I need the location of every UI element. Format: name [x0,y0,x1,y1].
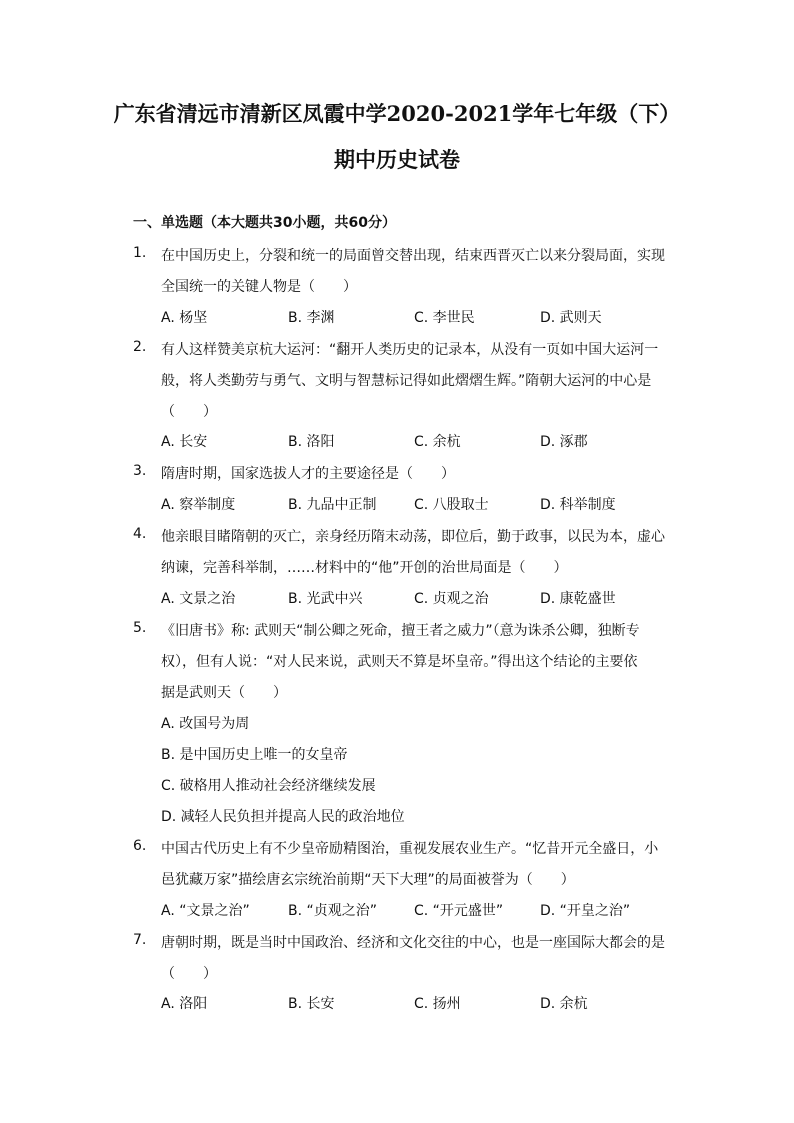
option-b: B. 是中国历史上唯一的女皇帝 [161,747,348,763]
option-d: D. 科举制度 [540,497,616,513]
question-number: 3. [133,463,147,479]
option-c: C. 余杭 [414,434,461,450]
option-a: A. 文景之治 [161,591,236,607]
question-text: （ ） [161,404,217,420]
option-d: D. “开皇之治” [540,903,631,919]
option-b: B. 光武中兴 [288,591,363,607]
question-text: 般，将人类勤劳与勇气、文明与智慧标记得如此熠熠生辉。”隋朝大运河的中心是 [161,373,652,389]
question-text: 纳谏，完善科举制，……材料中的“他”开创的治世局面是（ ） [161,560,568,576]
option-c: C. “开元盛世” [414,903,504,919]
option-c: C. 扬州 [414,996,461,1012]
question-number: 6. [133,838,147,854]
question-text: 在中国历史上，分裂和统一的局面曾交替出现，结束西晋灭亡以来分裂局面，实现 [161,248,665,264]
question-text: 权），但有人说：“对人民来说，武则天不算是坏皇帝。”得出这个结论的主要依 [161,654,638,670]
question-text: 唐朝时期，既是当时中国政治、经济和文化交往的中心，也是一座国际大都会的是 [161,935,665,951]
question-text: 全国统一的关键人物是（ ） [161,279,357,295]
option-c: C. 破格用人推动社会经济继续发展 [161,778,376,794]
question-number: 5. [133,620,147,636]
option-b: B. 长安 [288,996,335,1012]
option-a: A. 改国号为周 [161,716,250,732]
question-text: 中国古代历史上有不少皇帝励精图治，重视发展农业生产。“忆昔开元全盛日，小 [161,841,659,857]
question-number: 7. [133,932,147,948]
question-text: 据是武则天（ ） [161,685,287,701]
option-b: B. 洛阳 [288,434,335,450]
question-text: 《旧唐书》称: 武则天“制公卿之死命，擅王者之威力”（意为诛杀公卿，独断专 [161,623,640,639]
option-b: B. “贞观之治” [288,903,378,919]
option-a: A. 洛阳 [161,996,208,1012]
option-c: C. 八股取士 [414,497,489,513]
option-c: C. 贞观之治 [414,591,489,607]
option-b: B. 九品中正制 [288,497,377,513]
question-text: 有人这样赞美京杭大运河：“翻开人类历史的记录本，从没有一页如中国大运河一 [161,342,659,358]
question-number: 4. [133,526,147,542]
option-a: A. 长安 [161,434,208,450]
option-a: A. 杨坚 [161,310,208,326]
exam-title-line1: 广东省清远市清新区凤霞中学2020-2021学年七年级（下） [113,101,681,126]
option-d: D. 余杭 [540,996,588,1012]
question-text: （ ） [161,966,217,982]
option-d: D. 康乾盛世 [540,591,616,607]
option-a: A. 察举制度 [161,497,236,513]
question-text: 他亲眼目睹隋朝的灭亡，亲身经历隋末动荡，即位后，勤于政事，以民为本，虚心 [161,529,665,545]
option-c: C. 李世民 [414,310,475,326]
option-d: D. 涿郡 [540,434,588,450]
question-number: 2. [133,339,147,355]
option-b: B. 李渊 [288,310,335,326]
option-d: D. 武则天 [540,310,602,326]
question-number: 1. [133,245,147,261]
option-d: D. 减轻人民负担并提高人民的政治地位 [161,809,405,825]
section-heading: 一、单选题（本大题共30小题，共60分） [133,215,396,231]
question-text: 隋唐时期，国家选拔人才的主要途径是（ ） [161,466,455,482]
option-a: A. “文景之治” [161,903,250,919]
question-text: 邑犹藏万家”描绘唐玄宗统治前期“天下大理”的局面被誉为（ ） [161,872,575,888]
exam-title-line2: 期中历史试卷 [334,147,460,172]
